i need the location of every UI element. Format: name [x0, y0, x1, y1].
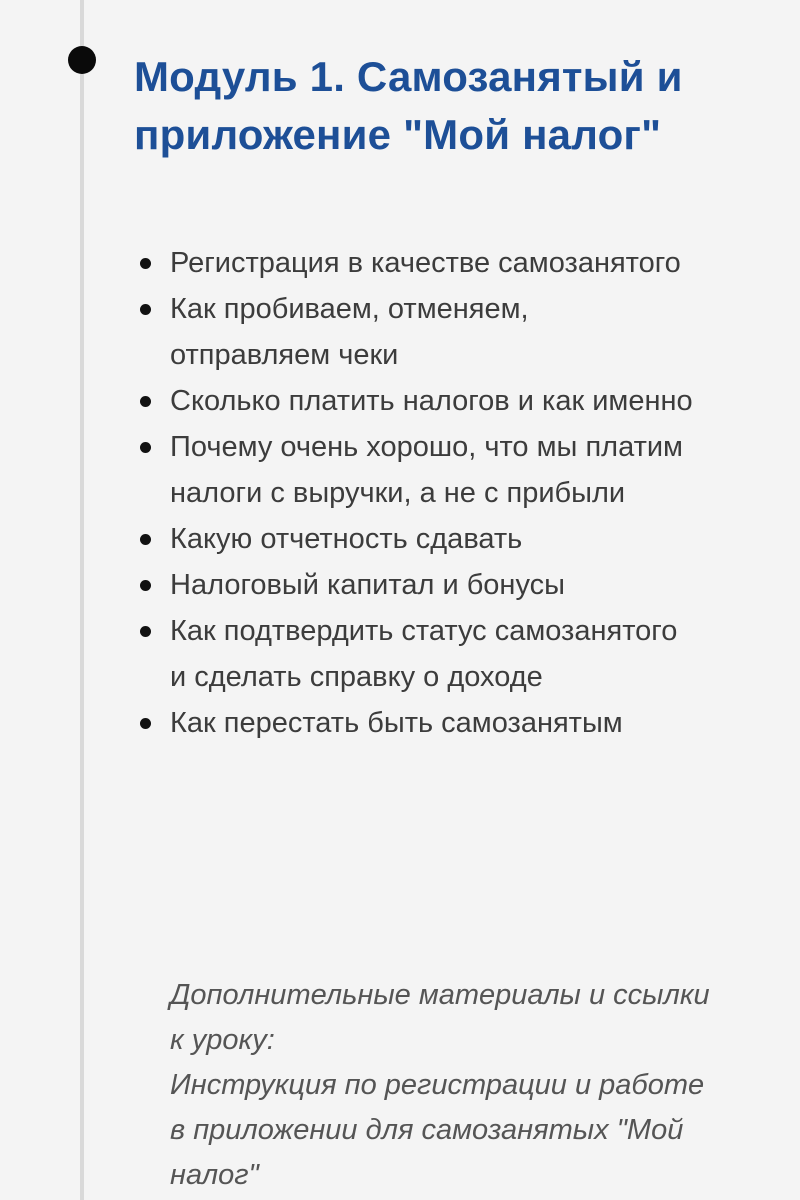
- timeline-line: [80, 0, 84, 1200]
- topic-item: [134, 516, 694, 562]
- topic-text: Какую отчетность сдавать: [170, 523, 523, 555]
- topic-item: [134, 562, 694, 608]
- materials-heading: Дополнительные материалы и ссылки к уроку:: [170, 979, 710, 1056]
- materials-section: [170, 973, 710, 1198]
- bullet-icon: [140, 304, 151, 315]
- module-title: Модуль 1. Самозанятый и приложение "Мой налог": [134, 53, 683, 158]
- topic-item: [134, 608, 694, 700]
- timeline-dot: [68, 46, 96, 74]
- topic-text: Сколько платить налогов и как именно: [170, 385, 693, 417]
- bullet-icon: [140, 534, 151, 545]
- bullet-icon: [140, 258, 151, 269]
- topic-item: [134, 240, 694, 286]
- topic-text: Почему очень хорошо, что мы платим налоги с выручки, а не с прибыли: [170, 431, 683, 509]
- bullet-icon: [140, 626, 151, 637]
- topic-text: Как пробиваем, отменяем, отправляем чеки: [170, 293, 529, 371]
- bullet-icon: [140, 580, 151, 591]
- topic-list: [134, 240, 694, 746]
- topic-item: [134, 700, 694, 746]
- topic-text: Как перестать быть самозанятым: [170, 707, 623, 739]
- topic-item: [134, 378, 694, 424]
- topic-text: Как подтвердить статус самозанятого и сделать справку о доходе: [170, 615, 678, 693]
- bullet-icon: [140, 718, 151, 729]
- bullet-icon: [140, 442, 151, 453]
- topic-text: Регистрация в качестве самозанятого: [170, 247, 681, 279]
- topic-item: [134, 286, 694, 378]
- bullet-icon: [140, 396, 151, 407]
- topic-item: [134, 424, 694, 516]
- materials-link[interactable]: Инструкция по регистрации и работе в приложении для самозанятых "Мой налог": [170, 1069, 705, 1191]
- topic-text: Налоговый капитал и бонусы: [170, 569, 565, 601]
